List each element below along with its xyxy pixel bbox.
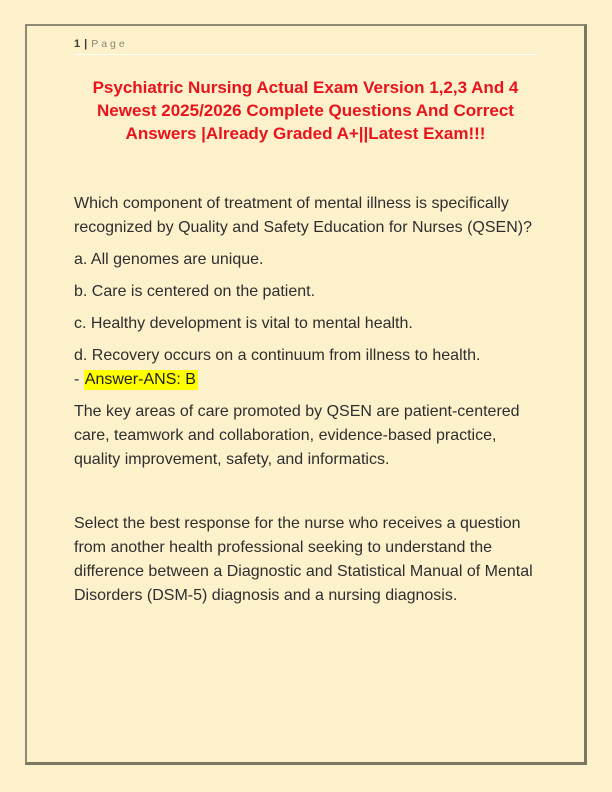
- page-number: 1: [74, 38, 81, 50]
- question1-option-d: d. Recovery occurs on a continuum from illness to health.: [74, 347, 481, 364]
- answer-highlight: Answer-ANS: B: [84, 371, 196, 388]
- title-line-3: Answers |Already Graded A+||Latest Exam!!!: [125, 124, 486, 143]
- page-border: [25, 24, 587, 765]
- question1-option-d-and-answer: [74, 344, 537, 392]
- title-line-2: Newest 2025/2026 Complete Questions And Correct: [97, 101, 514, 120]
- question1-prompt: Which component of treatment of mental illness is specifically recognized by Quality and Safety Education for Nurses (QSEN)?: [74, 195, 532, 236]
- question1-option-b: b. Care is centered on the patient.: [74, 283, 316, 300]
- question1-option-a: a. All genomes are unique.: [74, 251, 264, 268]
- title-line-1: Psychiatric Nursing Actual Exam Version 1,2,3 And 4: [92, 78, 519, 97]
- document-body: [74, 192, 537, 608]
- blank-paragraph: [74, 480, 537, 504]
- header-page-label: Page: [91, 38, 128, 50]
- document-title: [74, 76, 537, 145]
- header-separator: |: [84, 38, 88, 50]
- page-header: [74, 37, 537, 55]
- question1-explanation: The key areas of care promoted by QSEN are patient-centered care, teamwork and collaboration, evidence-based practice, quality improvement, safety, and informatics.: [74, 403, 520, 468]
- answer-prefix: -: [74, 371, 84, 388]
- question2-prompt: Select the best response for the nurse who receives a question from another health professional seeking to understand the difference between a Diagnostic and Statistical Manual of Mental Disorders (DSM-5) diagnosis and a nursing diagnosis.: [74, 515, 533, 604]
- question1-option-c: c. Healthy development is vital to mental health.: [74, 315, 413, 332]
- page-content: [74, 26, 537, 608]
